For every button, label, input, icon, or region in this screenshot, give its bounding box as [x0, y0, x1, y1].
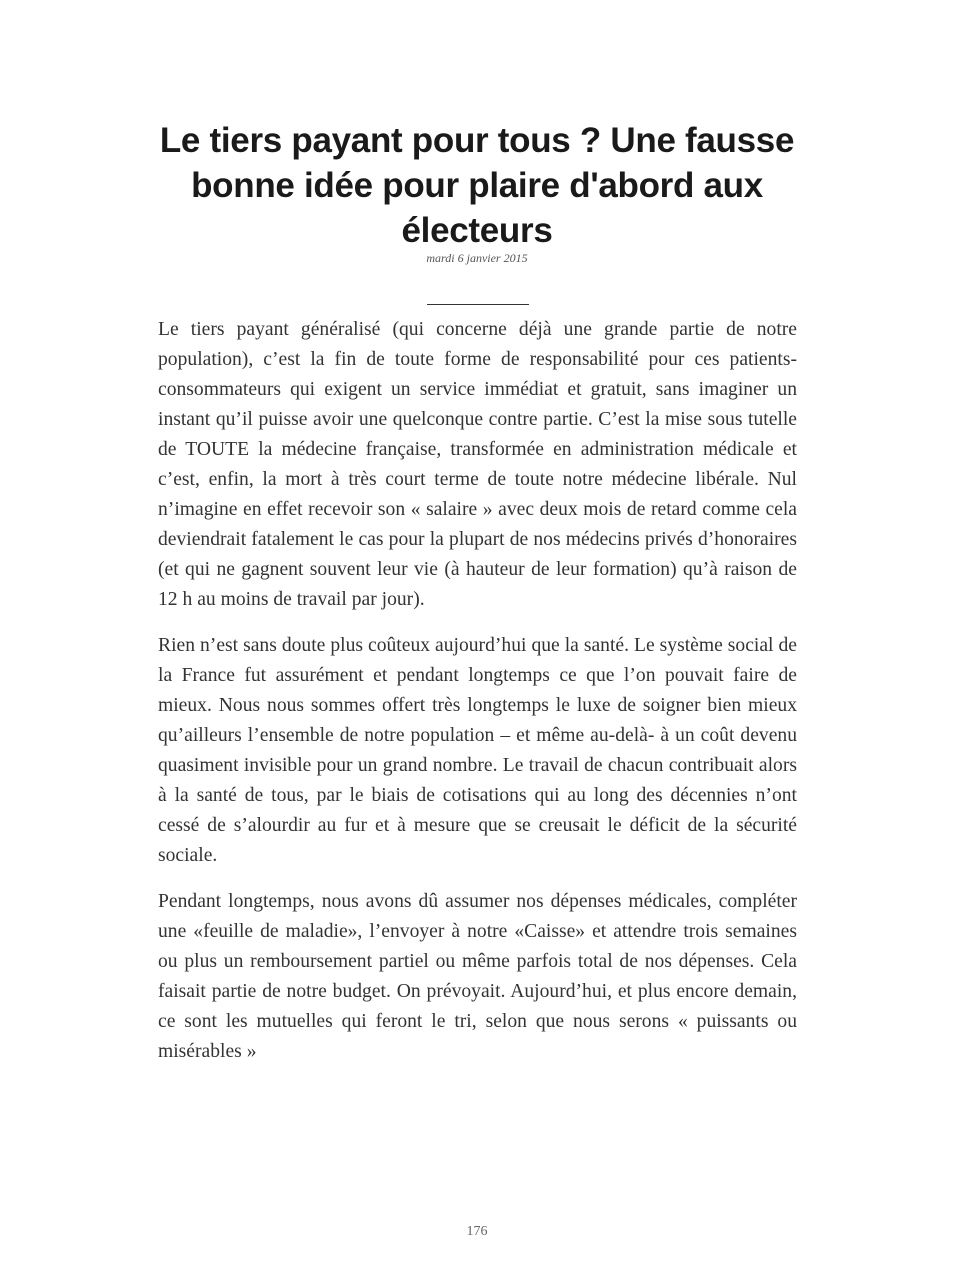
body-paragraph: Pendant longtemps, nous avons dû assumer nos dépenses médicales, compléter une «feuille de maladie», l’envoyer à notre «Caisse» et attendre trois semaines ou plus un remboursement partiel ou même parfois total de nos dépenses. Cela faisait partie de notre budget. On prévoyait. Aujourd’hui, et plus encore demain, ce sont les mutuelles qui feront le tri, selon que nous serons « puissants ou misérables » — [158, 891, 797, 1062]
body-paragraph: Le tiers payant généralisé (qui concerne déjà une grande partie de notre population), c’est la fin de toute forme de responsabilité pour ces patients-consommateurs qui exigent un service immédiat et gratuit, sans imaginer un instant qu’il puisse avoir une quelconque contre partie. C’est la mise sous tutelle de TOUTE la médecine française, transformée en administration médicale et c’est, enfin, la mort à très court terme de toute notre médecine libérale. Nul n’imagine en effet recevoir son « salaire » avec deux mois de retard comme cela deviendrait fatalement le cas pour la plupart de nos médecins privés d’honoraires (et qui ne gagnent souvent leur vie (à hauteur de leur formation) qu’à raison de 12 h au moins de travail par jour). — [158, 319, 797, 610]
body-paragraph: Rien n’est sans doute plus coûteux aujourd’hui que la santé. Le système social de la France fut assurément et pendant longtemps ce que l’on pouvait faire de mieux. Nous nous sommes offert très longtemps le luxe de soigner bien mieux qu’ailleurs l’ensemble de notre population – et même au-delà- à un coût devenu quasiment invisible pour un grand nombre. Le travail de chacun contribuait alors à la santé de tous, par le biais de cotisations qui au long des décennies n’ont cessé de s’alourdir au fur et à mesure que se creusait le déficit de la sécurité sociale. — [158, 635, 797, 866]
article-title-line: Le tiers payant pour tous ? Une fausse — [159, 121, 795, 160]
article-title-line: électeurs — [401, 211, 553, 250]
article-body — [158, 315, 797, 1083]
article-title-line: bonne idée pour plaire d'abord aux — [191, 166, 763, 205]
article-date: mardi 6 janvier 2015 — [426, 251, 528, 265]
page-number: 176 — [466, 1224, 488, 1239]
article-title — [120, 118, 834, 253]
title-separator — [427, 304, 529, 305]
